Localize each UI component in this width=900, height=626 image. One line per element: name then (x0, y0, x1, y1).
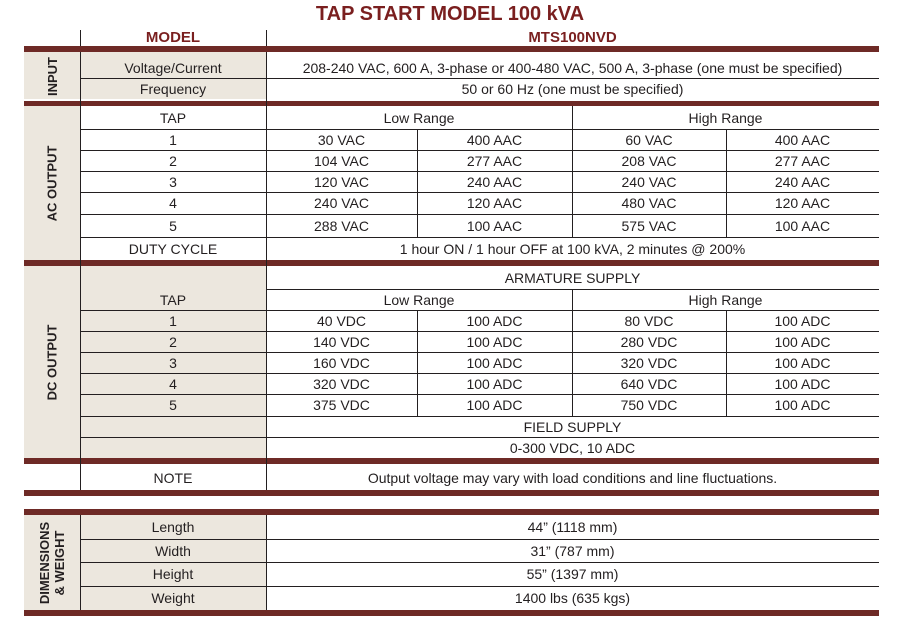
dimension-label: Weight (151, 590, 195, 606)
ac-row-high-a-cell: 100 AAC (774, 217, 831, 234)
dc-low-range-header: Low Range (383, 291, 455, 308)
ac-row-high-v-cell: 575 VAC (621, 217, 677, 234)
input-voltage-label: Voltage/Current (124, 59, 222, 76)
dc-row-high-v-cell: 750 VDC (620, 397, 678, 413)
ac-row-low-a-cell: 240 AAC (466, 173, 523, 190)
dimension-value: 55” (1397 mm) (526, 566, 619, 582)
ac-row-low-a-cell: 277 AAC (466, 152, 523, 169)
ac-row-high-v-cell: 208 VAC (621, 152, 677, 169)
section-bar (24, 46, 879, 52)
section-bar (24, 610, 879, 616)
field-supply-header: FIELD SUPPLY (523, 418, 622, 435)
dc-row-low-a-cell: 100 ADC (466, 354, 523, 371)
ac-row-tap-cell: 5 (169, 217, 177, 234)
ac-high-range-header: High Range (688, 110, 763, 126)
ac-row-high-v-cell: 240 VAC (621, 173, 677, 190)
dc-row-tap-cell: 2 (169, 333, 177, 350)
input-frequency-label: Frequency (139, 81, 207, 97)
dc-row-high-a-cell: 100 ADC (774, 375, 831, 392)
note-label: NOTE (153, 469, 193, 486)
dc-row-low-v-cell: 160 VDC (313, 354, 370, 371)
section-label-dimensions: DIMENSIONS & WEIGHT (37, 521, 67, 604)
dc-row-low-a-cell: 100 ADC (466, 397, 523, 413)
dc-tap-header: TAP (159, 291, 187, 308)
dc-row-low-v-cell: 40 VDC (316, 312, 367, 329)
ac-row-tap-cell: 2 (169, 152, 177, 169)
dc-row-tap-cell: 3 (169, 354, 177, 371)
section-bar (24, 458, 879, 464)
dimension-value: 31” (787 mm) (530, 542, 615, 559)
ac-row-high-a-cell: 400 AAC (774, 131, 831, 148)
ac-row-low-v-cell: 288 VAC (314, 217, 369, 234)
header-divider (266, 30, 267, 46)
input-voltage-value: 208-240 VAC, 600 A, 3-phase or 400-480 VAC, 500 A, 3-phase (one must be specified) (302, 59, 843, 76)
dc-row-high-a-cell: 100 ADC (774, 354, 831, 371)
dc-row-low-v-cell: 375 VDC (313, 397, 370, 413)
dc-row-low-a-cell: 100 ADC (466, 312, 523, 329)
dc-row-high-v-cell: 280 VDC (620, 333, 678, 350)
header-divider (80, 30, 81, 46)
dc-row-high-a-cell: 100 ADC (774, 312, 831, 329)
ac-tap-header: TAP (159, 110, 187, 126)
section-label-dc-output: DC OUTPUT (44, 324, 60, 400)
dc-row-high-v-cell: 80 VDC (624, 312, 674, 329)
page-title: TAP START MODEL 100 kVA (315, 3, 585, 25)
section-label-ac-output: AC OUTPUT (44, 145, 60, 221)
dc-row-tap-cell: 5 (169, 397, 177, 413)
dc-row-tap-cell: 4 (169, 375, 177, 392)
model-header-value: MTS100NVD (528, 28, 617, 46)
ac-row-low-v-cell: 30 VAC (317, 131, 366, 148)
dc-row-low-v-cell: 320 VDC (313, 375, 370, 392)
ac-row-high-a-cell: 120 AAC (774, 195, 831, 211)
dimension-label: Height (152, 566, 194, 582)
dc-row-low-a-cell: 100 ADC (466, 333, 523, 350)
ac-row-low-a-cell: 120 AAC (466, 195, 523, 211)
dc-row-high-a-cell: 100 ADC (774, 397, 831, 413)
ac-row-tap-cell: 3 (169, 173, 177, 190)
duty-cycle-value: 1 hour ON / 1 hour OFF at 100 kVA, 2 minutes @ 200% (399, 241, 746, 257)
ac-row-high-a-cell: 277 AAC (774, 152, 831, 169)
ac-row-low-a-cell: 100 AAC (466, 217, 523, 234)
armature-supply-header: ARMATURE SUPPLY (504, 270, 641, 286)
ac-row-high-a-cell: 240 AAC (774, 173, 831, 190)
ac-row-low-v-cell: 120 VAC (314, 173, 369, 190)
field-supply-value: 0-300 VDC, 10 ADC (509, 439, 636, 456)
ac-low-range-header: Low Range (383, 110, 455, 126)
dimension-value: 44” (1118 mm) (527, 519, 618, 535)
ac-row-high-v-cell: 60 VAC (625, 131, 673, 148)
dc-high-range-header: High Range (688, 291, 763, 308)
input-frequency-value: 50 or 60 Hz (one must be specified) (461, 81, 684, 97)
model-header-label: MODEL (145, 28, 201, 46)
dc-row-high-v-cell: 320 VDC (620, 354, 678, 371)
dimension-label: Width (155, 542, 191, 559)
note-value: Output voltage may vary with load conditions and line fluctuations. (367, 469, 778, 486)
section-bar (24, 101, 879, 106)
section-bar (24, 260, 879, 266)
ac-row-tap-cell: 4 (169, 195, 177, 211)
ac-row-low-v-cell: 104 VAC (314, 152, 369, 169)
dc-row-tap-cell: 1 (169, 312, 177, 329)
section-label-input: INPUT (44, 57, 60, 96)
ac-row-low-v-cell: 240 VAC (314, 195, 369, 211)
dimension-label: Length (151, 519, 195, 535)
section-bar (24, 490, 879, 496)
dc-row-high-v-cell: 640 VDC (620, 375, 678, 392)
dimension-value: 1400 lbs (635 kgs) (514, 590, 631, 606)
ac-row-high-v-cell: 480 VAC (621, 195, 677, 211)
duty-cycle-label: DUTY CYCLE (128, 241, 218, 257)
dc-row-high-a-cell: 100 ADC (774, 333, 831, 350)
dc-row-low-a-cell: 100 ADC (466, 375, 523, 392)
dc-row-low-v-cell: 140 VDC (313, 333, 370, 350)
ac-row-tap-cell: 1 (169, 131, 177, 148)
ac-row-low-a-cell: 400 AAC (466, 131, 523, 148)
